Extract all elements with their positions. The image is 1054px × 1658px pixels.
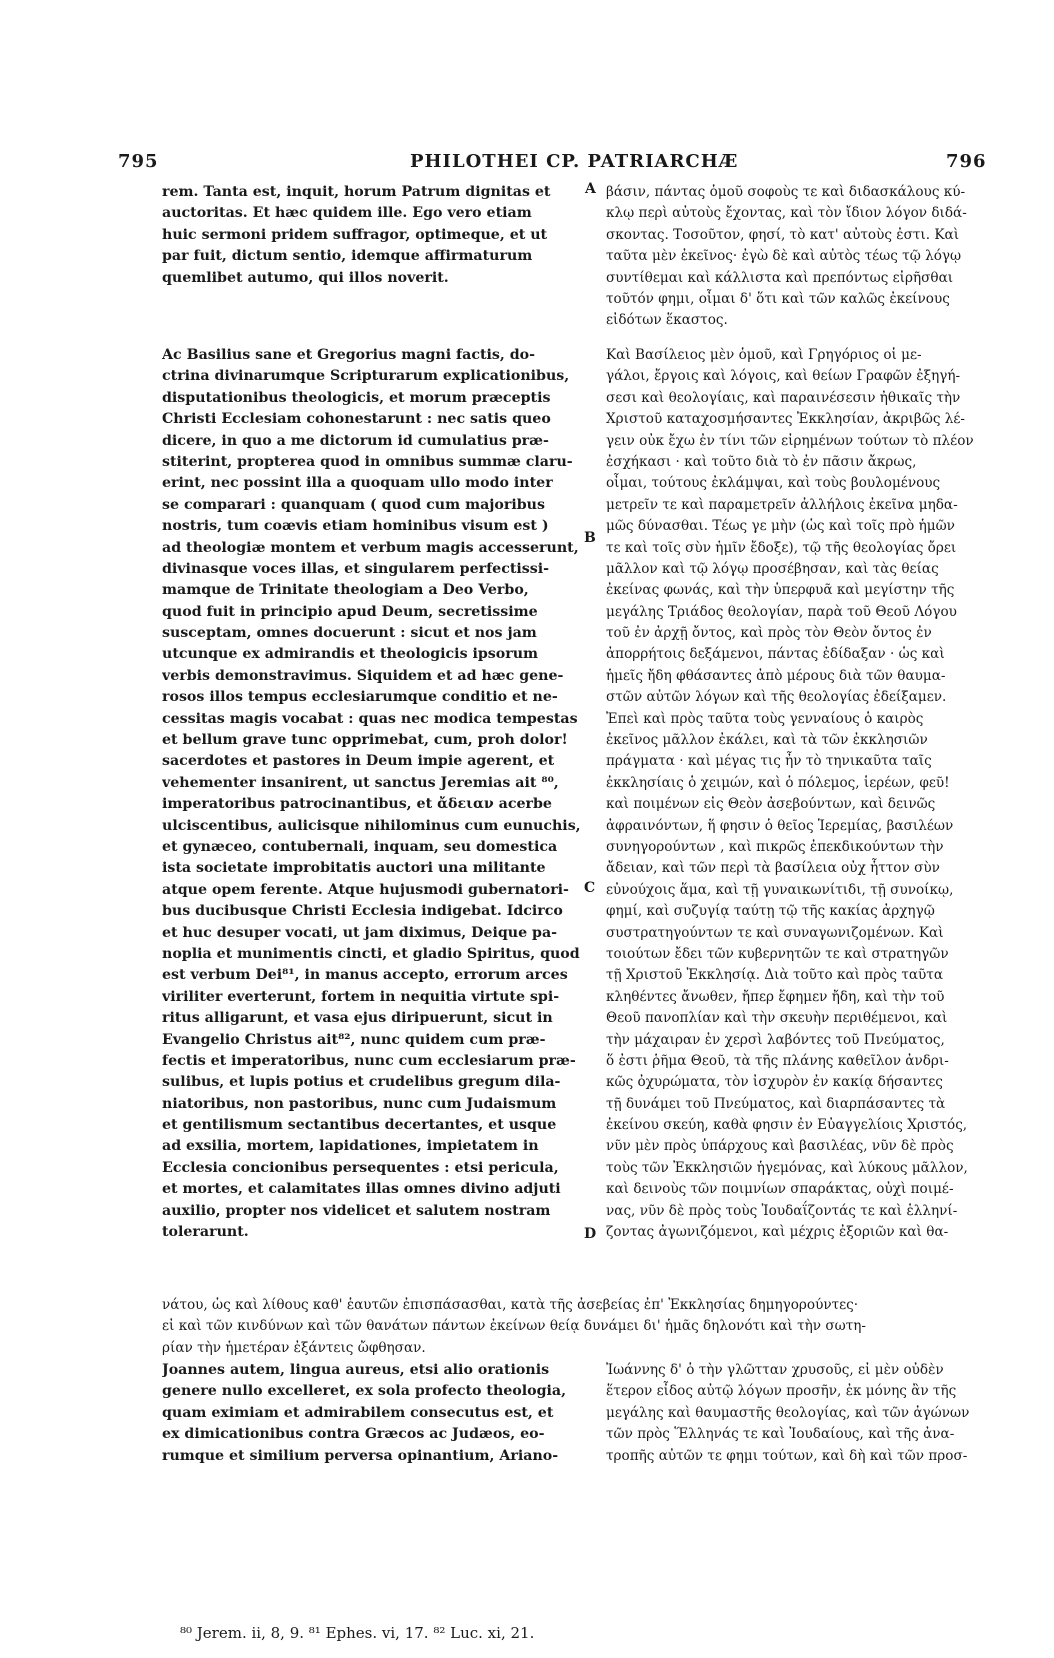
greek-text-line: μεγάλης καὶ θαυμαστῆς θεολογίας, καὶ τῶν ἀγώνων <box>606 1404 970 1421</box>
latin-text-line: auxilio, propter nos videlicet et salutem nostram <box>162 1202 551 1219</box>
latin-text-line: quod fuit in principio apud Deum, secretissime <box>162 603 538 620</box>
latin-text-line: tolerarunt. <box>162 1224 249 1241</box>
margin-marker-d: D <box>584 1226 597 1242</box>
latin-text-line: atque opem ferente. Atque hujusmodi gubernatori- <box>162 881 569 898</box>
greek-text-line: τε καὶ τοῖς σὺν ἡμῖν ἔδοξε), τῷ τῆς θεολογίας ὄρει <box>606 539 957 556</box>
latin-text-line: ritus alligarunt, et vasa ejus diripuerunt, sicut in <box>162 1010 553 1027</box>
greek-paragraph-1 <box>606 182 1026 332</box>
greek-text-line: ἀφραινόντων, ἥ φησιν ὁ θεῖος Ἱερεμίας, βασιλέων <box>606 817 954 834</box>
margin-marker-b: B <box>584 530 596 546</box>
latin-text-line: disputationibus theologicis, et morum præceptis <box>162 389 551 406</box>
greek-text-line: οἶμαι, τούτους ἐκλάμψαι, καὶ τοὺς βουλομένους <box>606 475 941 492</box>
latin-text-line: Ac Basilius sane et Gregorius magni factis, do- <box>162 347 536 363</box>
greek-text-line: κληθέντες ἄνωθεν, ἤπερ ἔφημεν ἤδη, καὶ τὴν τοῦ <box>606 988 945 1005</box>
latin-text-line: imperatoribus patrocinantibus, et ἄδειαν acerbe <box>162 796 552 813</box>
greek-text-line: σεσι καὶ θεολογίαις, καὶ παραινέσεσιν ἠθικαῖς τὴν <box>606 389 961 406</box>
greek-text-line: τοιούτων ἔδει τῶν κυβερνητῶν τε καὶ στρατηγῶν <box>606 945 949 962</box>
greek-text-line: συντίθεμαι καὶ κάλλιστα καὶ πρεπόντως εἰρῆσθαι <box>606 269 954 286</box>
greek-text-line: ἄδειαν, καὶ τῶν περὶ τὰ βασίλεια οὐχ ἧττον σὺν <box>606 860 940 877</box>
latin-paragraph-2 <box>162 345 582 1243</box>
greek-text-line: συνηγορούντων , καὶ πικρῶς ἐπεκδικούντων τὴν <box>606 838 944 855</box>
latin-text-line: et gentilismum sectantibus decertantes, et usque <box>162 1117 557 1134</box>
greek-text-line: μῶς δύνασθαι. Τέως γε μὴν (ὡς καὶ τοῖς πρὸ ἡμῶν <box>606 518 955 535</box>
latin-text-line: utcunque ex admirandis et theologicis ipsorum <box>162 646 539 663</box>
latin-text-line: genere nullo excelleret, ex sola profecto theologia, <box>162 1383 567 1400</box>
greek-text-line: μᾶλλον καὶ τῷ λόγῳ προσέβησαν, καὶ τὰς θείας <box>606 560 939 577</box>
greek-text-line: ἕτερον εἶδος αὐτῷ λόγων προσῆν, ἐκ μόνης ἂν τῆς <box>606 1383 957 1400</box>
latin-text-line: quemlibet autumo, qui illos noverit. <box>162 269 449 286</box>
latin-text-line: noplia et munimentis cincti, et gladio Spiritus, quod <box>162 945 580 962</box>
greek-text-line: ὅ ἐστι ῥῆμα Θεοῦ, τὰ τῆς πλάνης καθεῖλον ἀνδρι- <box>606 1052 949 1069</box>
greek-text-line: κῶς ὀχυρώματα, τὸν ἰσχυρὸν ἐν κακίᾳ δήσαντες <box>606 1074 943 1091</box>
latin-text-line: ad theologiæ montem et verbum magis accesserunt, <box>162 539 579 556</box>
greek-paragraph-3 <box>606 1360 1026 1467</box>
latin-text-line: ex dimicationibus contra Græcos ac Judæos, eo- <box>162 1426 545 1443</box>
margin-marker-a: A <box>585 181 596 197</box>
latin-text-line: divinasque voces illas, et singularem perfectissi- <box>162 560 550 577</box>
greek-text-line: γειν οὐκ ἔχω ἐν τίνι τῶν εἰρημένων τούτων τὸ πλέον <box>606 432 974 449</box>
latin-text-line: dicere, in quo a me dictorum id cumulatius præ- <box>162 432 549 449</box>
latin-text-line: ulciscentibus, aulicisque nihilominus cum eunuchis, <box>162 817 581 834</box>
full-width-greek-lines <box>162 1295 1022 1359</box>
latin-paragraph-1 <box>162 182 582 289</box>
latin-text-line: rumque et similium perversa opinantium, Ariano- <box>162 1447 559 1464</box>
latin-text-line: Joannes autem, lingua aureus, etsi alio orationis <box>162 1362 550 1378</box>
greek-text-line: ἀπορρήτοις δεξάμενοι, πάντας ἐδίδαξαν · ὡς καὶ <box>606 646 945 663</box>
latin-text-line: huic sermoni pridem suffragor, optimeque, et ut <box>162 226 548 243</box>
latin-text-line: et gynæceo, contubernali, inquam, seu domestica <box>162 838 558 855</box>
latin-text-line: quam eximiam et admirabilem consecutus est, et <box>162 1404 554 1421</box>
greek-text-line: βάσιν, πάντας ὁμοῦ σοφοὺς τε καὶ διδασκάλους κύ- <box>606 184 966 200</box>
latin-text-line: sacerdotes et pastores in Deum impie agerent, et <box>162 753 555 770</box>
latin-text-line: nostris, tum coævis etiam hominibus visum est ) <box>162 518 549 535</box>
latin-text-line: erint, nec possint illa a quoquam ullo modo inter <box>162 475 553 492</box>
greek-text-line: τοῦ ἐν ἀρχῇ ὄντος, καὶ πρὸς τὸν Θεὸν ὄντος ἐν <box>606 625 932 642</box>
latin-text-line: auctoritas. Et hæc quidem ille. Ego vero etiam <box>162 205 532 222</box>
page-number-left: 795 <box>118 151 159 172</box>
latin-text-line: rem. Tanta est, inquit, horum Patrum dignitas et <box>162 184 551 200</box>
page-number-right: 796 <box>946 151 987 172</box>
running-title: PHILOTHEI CP. PATRIARCHÆ <box>410 151 739 172</box>
greek-text-line: ἐκείνας φωνάς, καὶ τὴν ὑπερφυᾶ καὶ μεγίστην τῆς <box>606 582 955 599</box>
full-width-text-line: εἰ καὶ τῶν κινδύνων καὶ τῶν θανάτων πάντων ἐκείνων θείᾳ δυνάμει δι' ἡμᾶς δηλονότι καὶ τὴν σωτη- <box>162 1318 866 1335</box>
greek-text-line: εὐνούχοις ἅμα, καὶ τῇ γυναικωνίτιδι, τῇ συνοίκῳ, <box>606 881 954 898</box>
margin-marker-c: C <box>584 880 596 896</box>
greek-text-line: Καὶ Βασίλειος μὲν ὁμοῦ, καὶ Γρηγόριος οἱ με- <box>606 347 922 363</box>
latin-text-line: bus ducibusque Christi Ecclesia indigebat. Idcirco <box>162 903 563 920</box>
latin-text-line: ad exsilia, mortem, lapidationes, impietatem in <box>162 1138 539 1155</box>
greek-text-line: νῦν μὲν πρὸς ὑπάρχους καὶ βασιλέας, νῦν δὲ πρὸς <box>606 1138 954 1155</box>
greek-text-line: ἐκεῖνος μᾶλλον ἐκάλει, καὶ τὰ τῶν ἐκκλησιῶν <box>606 732 928 749</box>
greek-text-line: τοὺς τῶν Ἐκκλησιῶν ἡγεμόνας, καὶ λύκους μᾶλλον, <box>606 1159 968 1176</box>
greek-text-line: τῶν πρὸς Ἕλληνάς τε καὶ Ἰουδαίους, καὶ τῆς ἀνα- <box>606 1426 955 1443</box>
latin-text-line: et mortes, et calamitates illas omnes divino adjuti <box>162 1181 561 1198</box>
greek-paragraph-2 <box>606 345 1026 1243</box>
footnotes: ⁸⁰ Jerem. ii, 8, 9. ⁸¹ Ephes. vi, 17. ⁸² Luc. xi, 21. <box>180 1624 535 1642</box>
latin-text-line: fectis et imperatoribus, nunc cum ecclesiarum præ- <box>162 1052 576 1069</box>
latin-text-line: et huc desuper vocati, ut jam diximus, Deique pa- <box>162 924 558 941</box>
greek-text-line: Ἐπεὶ καὶ πρὸς ταῦτα τοὺς γενναίους ὁ καιρὸς <box>606 710 924 727</box>
latin-text-line: niatoribus, non pastoribus, nunc cum Judaismum <box>162 1095 557 1112</box>
greek-text-line: ἡμεῖς ἤδη φθάσαντες ἀπὸ μέρους διὰ τῶν θαυμα- <box>606 667 946 684</box>
greek-text-line: ἐσχήκασι · καὶ τοῦτο διὰ τὸ ἐν πᾶσιν ἄκρως, <box>606 453 917 470</box>
greek-text-line: φημί, καὶ συζυγίᾳ ταύτῃ τῷ τῆς κακίας ἀρχηγῷ <box>606 903 935 920</box>
greek-text-line: τοῦτόν φημι, οἶμαι δ' ὅτι καὶ τῶν καλῶς ἐκείνους <box>606 290 950 307</box>
latin-text-line: susceptam, omnes docuerunt : sicut et nos jam <box>162 625 537 642</box>
greek-text-line: ζοντας ἀγωνιζόμενοι, καὶ μέχρις ἐξοριῶν καὶ θα- <box>606 1224 949 1241</box>
greek-text-line: καὶ δεινοὺς τῶν ποιμνίων σπαράκτας, οὐχὶ ποιμέ- <box>606 1181 954 1198</box>
latin-text-line: se comparari : quanquam ( quod cum majoribus <box>162 496 545 513</box>
greek-text-line: μεγάλης Τριάδος θεολογίαν, παρὰ τοῦ Θεοῦ Λόγου <box>606 603 957 620</box>
greek-text-line: στῶν αὐτῶν λόγων καὶ τῆς θεολογίας ἐδείξαμεν. <box>606 689 947 706</box>
latin-text-line: vehementer insanirent, ut sanctus Jeremias ait ⁸⁰, <box>162 774 559 791</box>
latin-text-line: verbis demonstravimus. Siquidem et ad hæc gene- <box>162 667 564 684</box>
greek-text-line: Ἰωάννης δ' ὁ τὴν γλῶτταν χρυσοῦς, εἰ μὲν οὐδὲν <box>606 1362 944 1378</box>
latin-text-line: et bellum grave tunc opprimebat, cum, proh dolor! <box>162 732 568 749</box>
greek-text-line: τὴν μάχαιραν ἐν χερσὶ λαβόντες τοῦ Πνεύματος, <box>606 1031 945 1048</box>
greek-text-line: γάλοι, ἔργοις καὶ λόγοις, καὶ θείων Γραφῶν ἐξηγή- <box>606 368 961 385</box>
greek-text-line: τῇ δυνάμει τοῦ Πνεύματος, καὶ διαρπάσαντες τὰ <box>606 1095 946 1112</box>
greek-text-line: Χριστοῦ καταχοσμήσαντες Ἐκκλησίαν, ἀκριβῶς λέ- <box>606 411 966 428</box>
greek-text-line: Θεοῦ πανοπλίαν καὶ τὴν σκευὴν περιθέμενοι, καὶ <box>606 1010 948 1027</box>
greek-text-line: ἐκκλησίαις ὁ χειμών, καὶ ὁ πόλεμος, ἱερέων, φεῦ! <box>606 774 950 791</box>
latin-text-line: par fuit, dictum sentio, idemque affirmaturum <box>162 248 533 265</box>
greek-text-line: πράγματα · καὶ μέγας τις ἦν τὸ τηνικαῦτα ταῖς <box>606 753 932 770</box>
latin-text-line: Ecclesia concionibus persequentes : etsi pericula, <box>162 1159 559 1176</box>
greek-text-line: συστρατηγούντων τε καὶ συναγωνιζομένων. Καὶ <box>606 924 944 941</box>
latin-text-line: ista societate improbitatis auctori una militante <box>162 860 546 877</box>
greek-text-line: ἐκείνου σκεύη, καθὰ φησιν ἐν Εὐαγγελίοις Χριστός, <box>606 1117 968 1134</box>
latin-text-line: Christi Ecclesiam cohonestarunt : nec satis queo <box>162 411 551 428</box>
greek-text-line: νας, νῦν δὲ πρὸς τοὺς Ἰουδαΐζοντάς τε καὶ ἑλληνί- <box>606 1202 958 1219</box>
latin-text-line: Evangelio Christus ait⁸², nunc quidem cum præ- <box>162 1031 546 1048</box>
latin-text-line: cessitas magis vocabat : quas nec modica tempestas <box>162 710 578 727</box>
latin-text-line: viriliter everterunt, fortem in nequitia virtute spi- <box>162 988 560 1005</box>
greek-text-line: τροπῆς αὐτῶν τε φημι τούτων, καὶ δὴ καὶ τῶν προσ- <box>606 1447 968 1464</box>
greek-text-line: μετρεῖν τε καὶ παραμετρεῖν ἀλλήλοις ἐκεῖνα μηδα- <box>606 496 958 513</box>
full-width-text-line: νάτου, ὡς καὶ λίθους καθ' ἑαυτῶν ἐπισπάσασθαι, κατὰ τῆς ἀσεβείας ἐπ' Ἐκκλησίας δημηγορούντες· <box>162 1297 859 1313</box>
latin-paragraph-3 <box>162 1360 582 1467</box>
full-width-text-line: ρίαν τὴν ἡμετέραν ἐξάντεις ὤφθησαν. <box>162 1339 426 1356</box>
greek-text-line: κλῳ περὶ αὐτοὺς ἔχοντας, καὶ τὸν ἴδιον λόγον διδά- <box>606 205 967 222</box>
latin-text-line: stiterint, propterea quod in omnibus summæ claru- <box>162 453 573 470</box>
greek-text-line: καὶ ποιμένων εἰς Θεὸν ἀσεβούντων, καὶ δεινῶς <box>606 796 936 813</box>
greek-text-line: σκοντας. Τοσοῦτον, φησί, τὸ κατ' αὐτοὺς ἐστι. Καὶ <box>606 226 960 243</box>
latin-text-line: mamque de Trinitate theologiam a Deo Verbo, <box>162 582 529 599</box>
latin-text-line: est verbum Dei⁸¹, in manus accepto, errorum arces <box>162 967 568 984</box>
greek-text-line: ταῦτα μὲν ἐκεῖνος· ἐγὼ δὲ καὶ αὐτὸς τέως τῷ λόγῳ <box>606 248 962 265</box>
greek-text-line: τῇ Χριστοῦ Ἐκκλησίᾳ. Διὰ τοῦτο καὶ πρὸς ταῦτα <box>606 967 944 984</box>
latin-text-line: sulibus, et lupis potius et crudelibus gregum dila- <box>162 1074 561 1091</box>
latin-text-line: ctrina divinarumque Scripturarum explicationibus, <box>162 368 570 385</box>
greek-text-line: εἰδότων ἕκαστος. <box>606 312 728 329</box>
latin-text-line: rosos illos tempus ecclesiarumque conditio et ne- <box>162 689 558 706</box>
